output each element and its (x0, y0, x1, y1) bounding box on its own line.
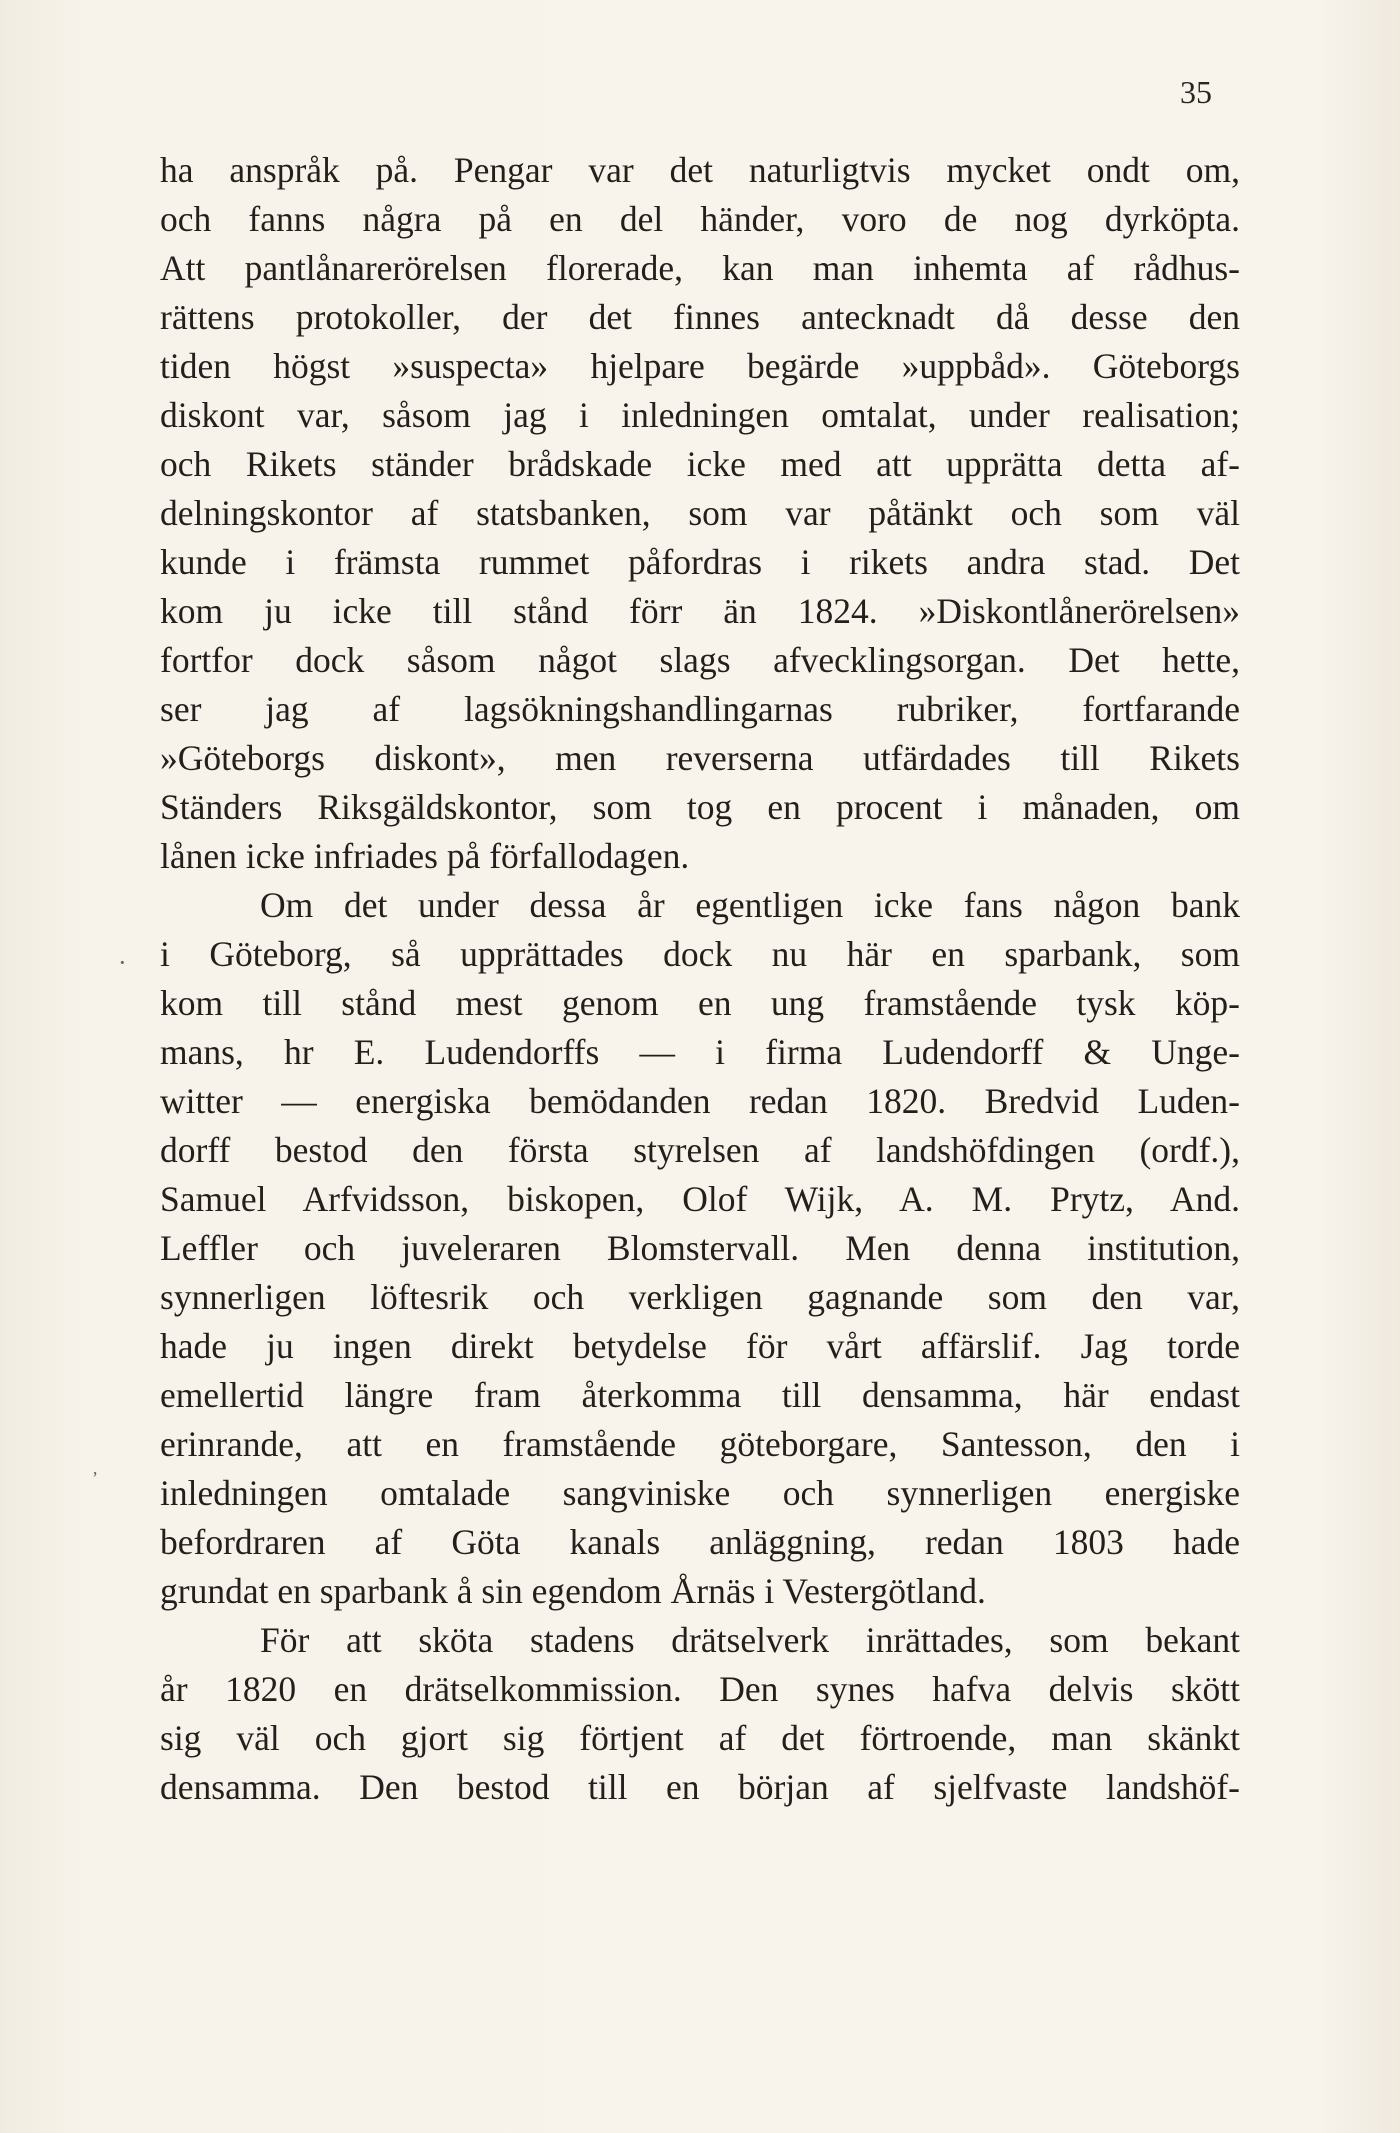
text-line: kunde i främsta rummet påfordras i rikets andra stad. Det (160, 542, 1240, 582)
margin-speck: ʼ (92, 1468, 98, 1488)
text-line: kom till stånd mest genom en ung framstående tysk köp- (160, 983, 1240, 1023)
text-line: sig väl och gjort sig förtjent af det förtroende, man skänkt (160, 1718, 1240, 1758)
text-line: delningskontor af statsbanken, som var påtänkt och som väl (160, 493, 1240, 533)
text-line: dorff bestod den första styrelsen af landshöfdingen (ordf.), (160, 1130, 1240, 1170)
text-line: befordraren af Göta kanals anläggning, redan 1803 hade (160, 1522, 1240, 1562)
text-line: Ständers Riksgäldskontor, som tog en procent i månaden, om (160, 787, 1240, 827)
text-line: rättens protokoller, der det finnes antecknadt då desse den (160, 297, 1240, 337)
page-number: 35 (1180, 74, 1212, 110)
text-line: Leffler och juveleraren Blomstervall. Men denna institution, (160, 1228, 1240, 1268)
margin-speck: · (118, 948, 127, 977)
text-line: Om det under dessa år egentligen icke fans någon bank (260, 885, 1240, 925)
text-line: lånen icke infriades på förfallodagen. (160, 836, 690, 876)
text-line: grundat en sparbank å sin egendom Årnäs i Vestergötland. (160, 1571, 986, 1611)
text-line: tiden högst »suspecta» hjelpare begärde »uppbåd». Göteborgs (160, 346, 1240, 386)
text-line: »Göteborgs diskont», men reverserna utfärdades till Rikets (160, 738, 1240, 778)
text-line: ha anspråk på. Pengar var det naturligtvis mycket ondt om, (160, 150, 1240, 190)
text-line: synnerligen löftesrik och verkligen gagnande som den var, (160, 1277, 1240, 1317)
text-line: fortfor dock såsom något slags afvecklingsorgan. Det hette, (160, 640, 1240, 680)
text-line: emellertid längre fram återkomma till densamma, här endast (160, 1375, 1240, 1415)
body-text (160, 146, 1240, 1812)
text-line: Att pantlånarerörelsen florerade, kan man inhemta af rådhus- (160, 248, 1240, 288)
text-line: hade ju ingen direkt betydelse för vårt affärslif. Jag torde (160, 1326, 1240, 1366)
text-line: och fanns några på en del händer, voro de nog dyrköpta. (160, 199, 1240, 239)
text-line: mans, hr E. Ludendorffs — i firma Ludendorff & Unge- (160, 1032, 1240, 1072)
text-line: år 1820 en drätselkommission. Den synes hafva delvis skött (160, 1669, 1240, 1709)
text-line: diskont var, såsom jag i inledningen omtalat, under realisation; (160, 395, 1240, 435)
text-line: densamma. Den bestod till en början af sjelfvaste landshöf- (160, 1767, 1240, 1807)
text-line: och Rikets ständer brådskade icke med att upprätta detta af- (160, 444, 1240, 484)
text-line: ser jag af lagsökningshandlingarnas rubriker, fortfarande (160, 689, 1240, 729)
text-line: inledningen omtalade sangviniske och synnerligen energiske (160, 1473, 1240, 1513)
text-line: i Göteborg, så upprättades dock nu här en sparbank, som (160, 934, 1240, 974)
text-line: För att sköta stadens drätselverk inrättades, som bekant (260, 1620, 1240, 1660)
text-line: witter — energiska bemödanden redan 1820. Bredvid Luden- (160, 1081, 1240, 1121)
text-line: Samuel Arfvidsson, biskopen, Olof Wijk, A. M. Prytz, And. (160, 1179, 1240, 1219)
text-line: kom ju icke till stånd förr än 1824. »Diskontlånerörelsen» (160, 591, 1240, 631)
text-line: erinrande, att en framstående göteborgare, Santesson, den i (160, 1424, 1240, 1464)
